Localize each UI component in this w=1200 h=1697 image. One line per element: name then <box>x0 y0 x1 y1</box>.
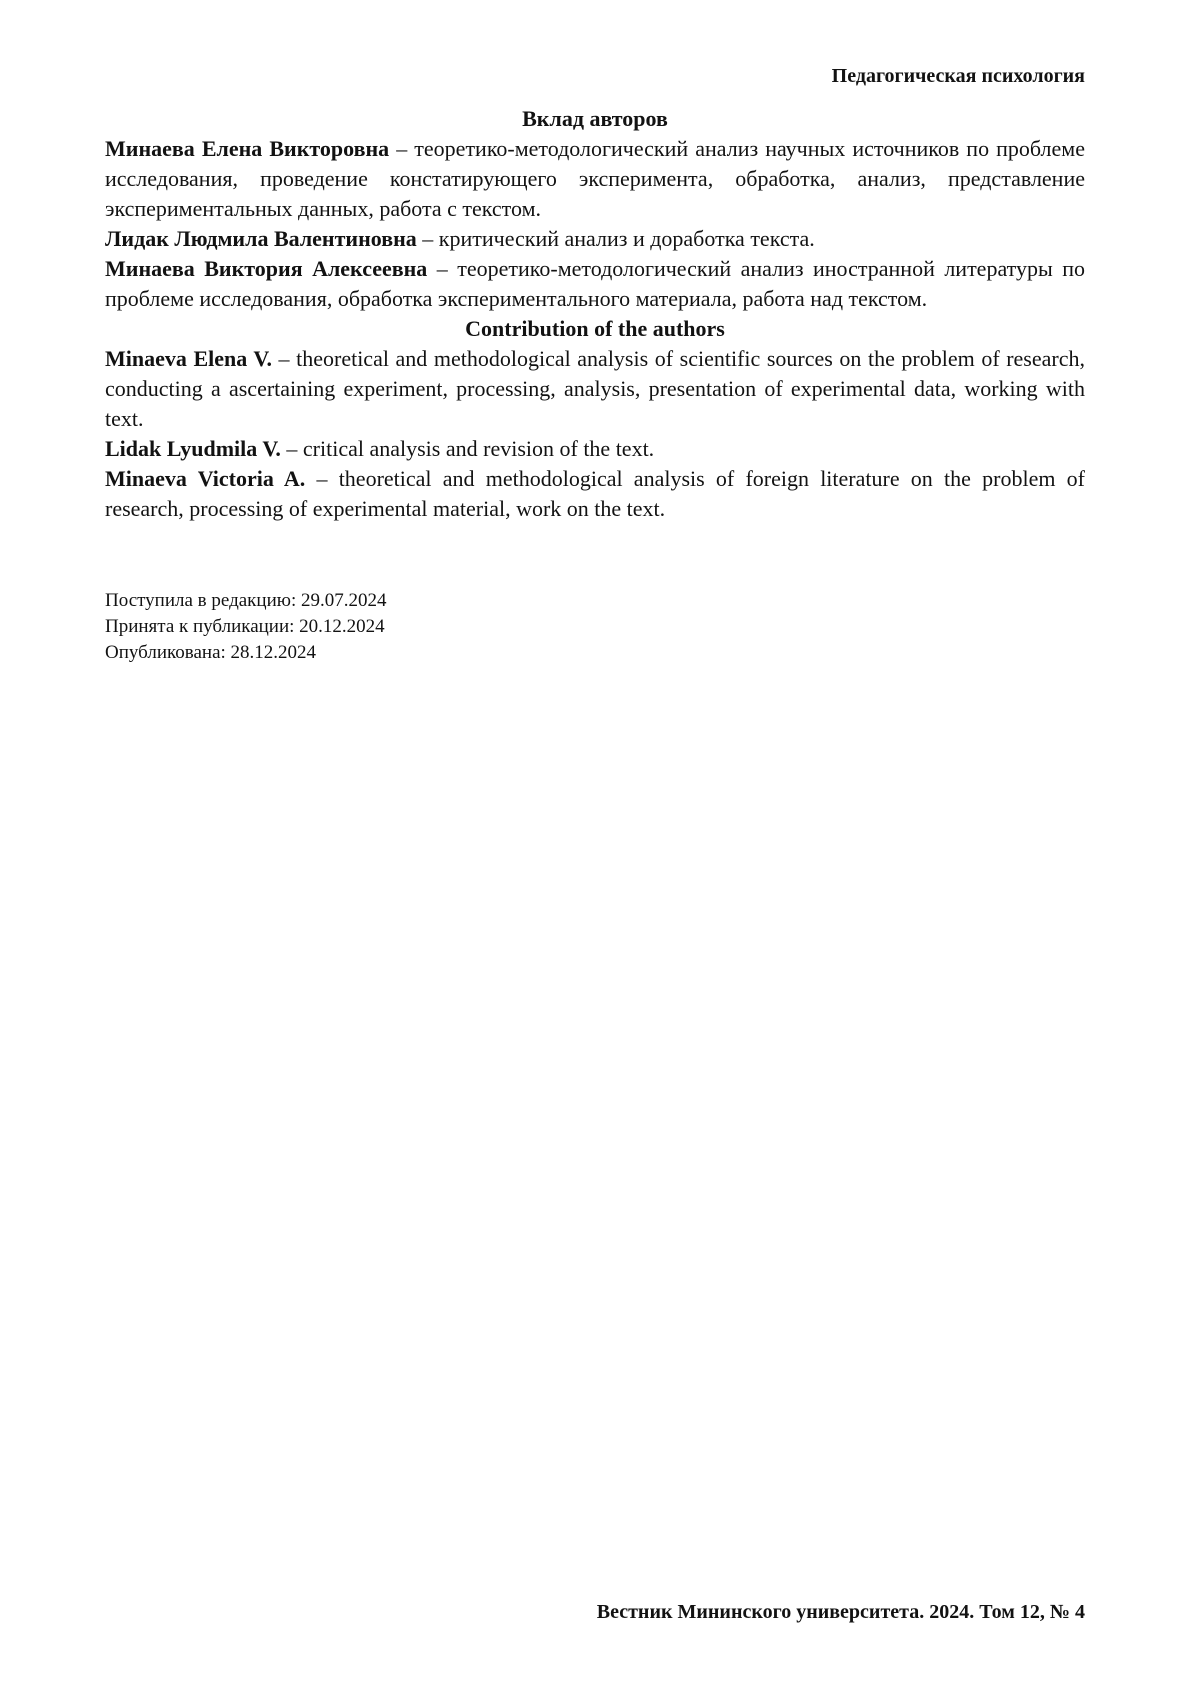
date-published: Опубликована: 28.12.2024 <box>105 642 317 663</box>
article-dates-block <box>105 588 1085 666</box>
date-accepted: Принята к публикации: 20.12.2024 <box>105 616 385 637</box>
contribution-text-ru-3: – теоретико-методологический анализ иностранной литературы по проблеме исследования, обработка экспериментального материала, работа над текстом. <box>105 256 1085 311</box>
author-name-ru-1: Минаева Елена Викторовна <box>105 136 390 161</box>
heading-contributions-ru: Вклад авторов <box>522 106 668 131</box>
contribution-entry-en-3 <box>105 464 1085 524</box>
author-name-ru-3: Минаева Виктория Алексеевна <box>105 256 428 281</box>
heading-contributions-en: Contribution of the authors <box>465 316 725 341</box>
contribution-text-en-3: – theoretical and methodological analysis of foreign literature on the problem of research, processing of experimental material, work on the text. <box>105 466 1085 521</box>
contribution-entry-en-2 <box>105 434 1085 464</box>
running-footer-journal-label: Вестник Мининского университета. 2024. Том 12, № 4 <box>596 1601 1085 1623</box>
contribution-entry-ru-1 <box>105 134 1085 224</box>
running-header-section-label: Педагогическая психология <box>831 65 1085 87</box>
date-received: Поступила в редакцию: 29.07.2024 <box>105 590 387 611</box>
author-name-en-1: Minaeva Elena V. <box>105 346 272 371</box>
contribution-entry-en-1 <box>105 344 1085 434</box>
author-name-en-3: Minaeva Victoria A. <box>105 466 306 491</box>
contribution-entry-ru-3 <box>105 254 1085 314</box>
author-name-en-2: Lidak Lyudmila V. <box>105 436 281 461</box>
page-content <box>105 104 1085 666</box>
contribution-text-ru-1: – теоретико-методологический анализ научных источников по проблеме исследования, проведение констатирующего эксперимента, обработка, анализ, представление экспериментальных данных, работа с текстом. <box>105 136 1085 221</box>
contribution-text-ru-2: – критический анализ и доработка текста. <box>416 226 815 251</box>
contribution-entry-ru-2 <box>105 224 1085 254</box>
author-name-ru-2: Лидак Людмила Валентиновна <box>105 226 417 251</box>
contribution-text-en-2: – critical analysis and revision of the text. <box>280 436 655 461</box>
contribution-text-en-1: – theoretical and methodological analysis of scientific sources on the problem of research, conducting a ascertaining experiment, processing, analysis, presentation of experimental data, working with text. <box>105 346 1085 431</box>
